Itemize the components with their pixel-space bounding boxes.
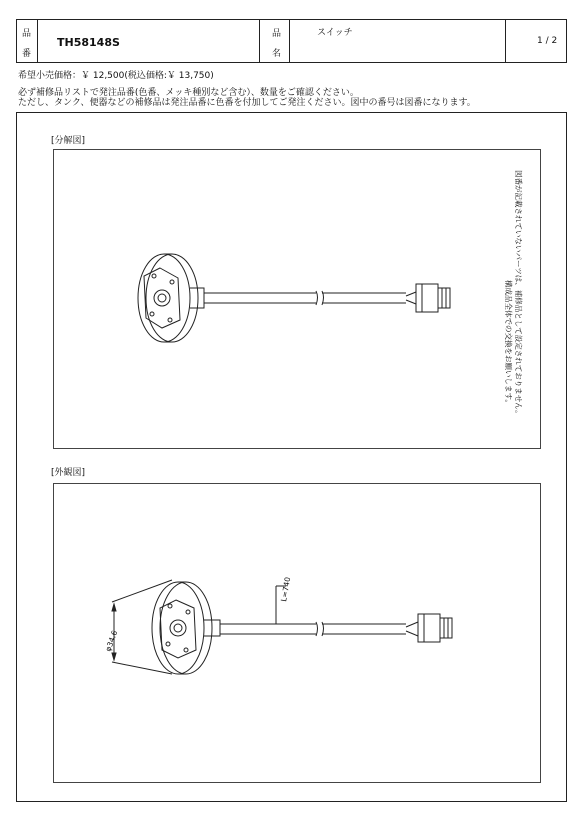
length-dimension: L=740 (279, 576, 293, 603)
exterior-switch-drawing (54, 484, 540, 782)
exploded-view-panel (53, 149, 541, 449)
side-note-1: 図番が記載されていないパーツは、補修品として設定されておりません。 (514, 170, 523, 418)
part-name-label: 品 (272, 29, 282, 39)
note-line-2: ただし、タンク、便器などの補修品は発注品番に色番を付加してご発注ください。図中の番号は図番になります。 (18, 98, 476, 108)
divider (505, 20, 506, 62)
part-name-label-2: 名 (272, 49, 282, 59)
part-number: TH58148S (57, 36, 120, 49)
exterior-view-panel (53, 483, 541, 783)
part-name: スイッチ (317, 28, 353, 38)
divider (37, 20, 38, 62)
price-line: 希望小売価格：￥ 12,500(税込価格:￥ 13,750) (18, 71, 214, 81)
exterior-view-title: [外観図] (51, 468, 86, 478)
part-number-label-2: 番 (22, 49, 32, 59)
divider (289, 20, 290, 62)
page-indicator: 1 / 2 (537, 36, 558, 46)
part-number-label: 品 (22, 29, 32, 39)
divider (259, 20, 260, 62)
header-table (16, 19, 567, 63)
exploded-switch-drawing (54, 150, 540, 448)
drawing-frame (16, 112, 567, 802)
note-line-1: 必ず補修品リストで発注品番(色番、メッキ種別など含む）、数量をご確認ください。 (18, 88, 359, 98)
side-note-2: 構成品全体での交換をお願いします。 (504, 280, 513, 407)
diameter-dimension: φ34.6 (103, 629, 120, 653)
exploded-view-title: [分解図] (51, 136, 86, 146)
